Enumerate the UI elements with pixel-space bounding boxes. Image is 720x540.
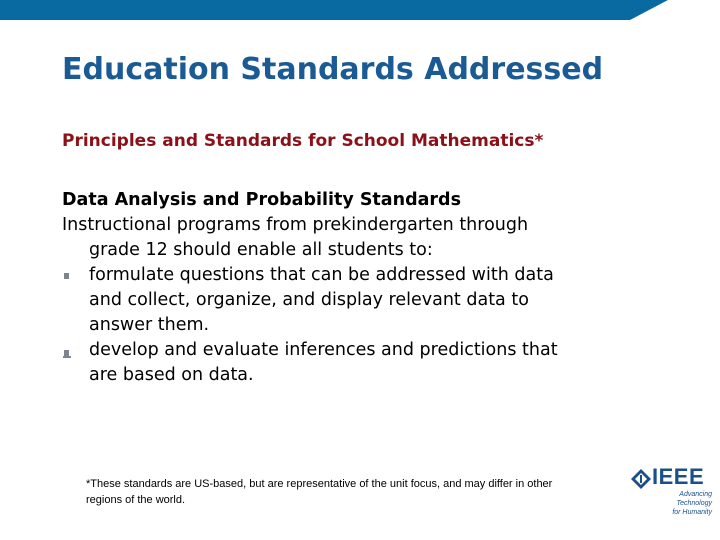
ieee-logo [630,462,710,514]
bullet-item [62,263,662,338]
logo-tagline [652,490,712,517]
footnote-line: *These standards are US-based, but are representative of the unit focus, and may differ in other [86,478,553,490]
tagline-line: for Humanity [672,509,712,516]
bullet-item [62,338,662,388]
footnote-line: regions of the world. [86,494,186,506]
bullet-line: formulate questions that can be addressed with data [89,265,554,285]
bullet-line: answer them. [89,315,210,335]
bullet-line: are based on data. [89,365,254,385]
intro-line: Instructional programs from prekindergarten through [62,215,529,235]
bullet-icon [64,273,69,279]
slide-subtitle: Principles and Standards for School Mathematics* [62,131,544,151]
tagline-line: Advancing Technology [676,491,712,507]
logo-wordmark: IEEE [652,464,705,489]
bullet-icon [64,350,69,356]
slide-title: Education Standards Addressed [62,52,604,87]
footnote [86,476,606,508]
section-heading: Data Analysis and Probability Standards [62,190,461,210]
bullet-line: develop and evaluate inferences and predictions that [89,340,558,360]
ieee-diamond-icon [630,468,652,490]
slide-body [62,188,662,388]
header-band [0,0,720,20]
intro-line: grade 12 should enable all students to: [89,240,433,260]
bullet-line: and collect, organize, and display relevant data to [89,290,529,310]
